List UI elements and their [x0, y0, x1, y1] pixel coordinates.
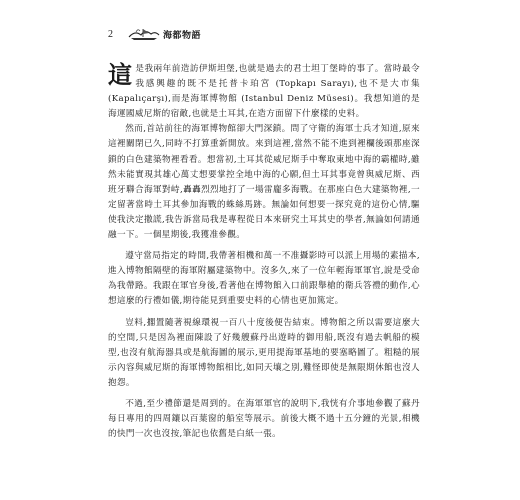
drop-cap: 這 [108, 60, 133, 89]
paragraph-1 [108, 62, 420, 122]
paragraph-5: 不過,至少禮節還是周到的。在海軍軍官的說明下,我恍有介事地參觀了蘇丹每日專用的四周鑲以百葉窗的船室等展示。前後大概不過十五分鐘的光景,相機的快門一次也沒按,筆記也依舊是白紙一張。 [108, 398, 420, 440]
paragraph-2: 然而,首站前往的海軍博物館卻大門深鎖。問了守衛的海軍士兵才知道,原來這裡關閉已久,同時不打算重新開放。來到這裡,當然不能不進到裡欄後頭那座深鎖的白色建築物裡看看。想當初,土耳其從威尼斯手中奪取東地中海的霸權時,雖然未能實現其雄心萬丈想要掌控全地中海的心願,但土耳其事竟曾與威尼斯、西班牙聯合海軍對峙,轟轟烈烈地打了一場雷龐多海戰。在那座白色大建築物裡,一定留著當時土耳其參加海戰的蛛絲馬跡。無論如何想要一探究竟的這份心情,驅使我決定撒謊,我告訴當局我是專程從日本來研究土耳其史的學者,無論如何請通融一下。一個星期後,我獲准參觀。 [108, 124, 420, 241]
running-title: 海都物語 [163, 30, 202, 41]
paragraph-4: 豈料,擱置隨著視線環視一百八十度後便告結束。博物館之所以需要這麼大的空間,只是因為裡面陳設了好幾艘蘇丹出遊時的御用船,既沒有過去帆船的模型,也沒有航海器具或是航海圖的展示,更用提海軍基地的要塞略圖了。粗糙的展示內容與威尼斯的海軍博物館相比,如同天壤之別,難怪即使是無限期休館也沒人抱怨。 [108, 317, 420, 388]
header-ornament [127, 26, 161, 42]
page-header [108, 24, 201, 44]
paragraph-3: 遵守當局指定的時間,我帶著相機和萬一不准攝影時可以派上用場的素描本,進入博物館隔壁的海軍附屬建築物中。沒多久,來了一位年輕海軍軍官,說是受命為我帶路。我跟在軍官身後,看著他在博物館入口前跟舉槍的衛兵答禮的動作,心想這麼的行禮如儀,期待能見到重要史料的心情也更加篤定。 [108, 251, 420, 307]
paragraph-1-text: 是我兩年前造訪伊斯坦堡,也就是過去的君士坦丁堡時的事了。當時最令我感興趣的既不是托普卡珀宮 (Topkapı Sarayı),也不是大市集 (Kapalıçarşı),而是海軍博物館 (Istanbul Deniz Müsesi)。我想知道的是海運國威尼斯的宿敵,也就是土耳其,在造方面留下什麼樣的史料。 [108, 64, 420, 120]
page-number: 2 [108, 28, 113, 40]
body-text [108, 62, 420, 442]
ship-ornament-icon [127, 26, 161, 42]
